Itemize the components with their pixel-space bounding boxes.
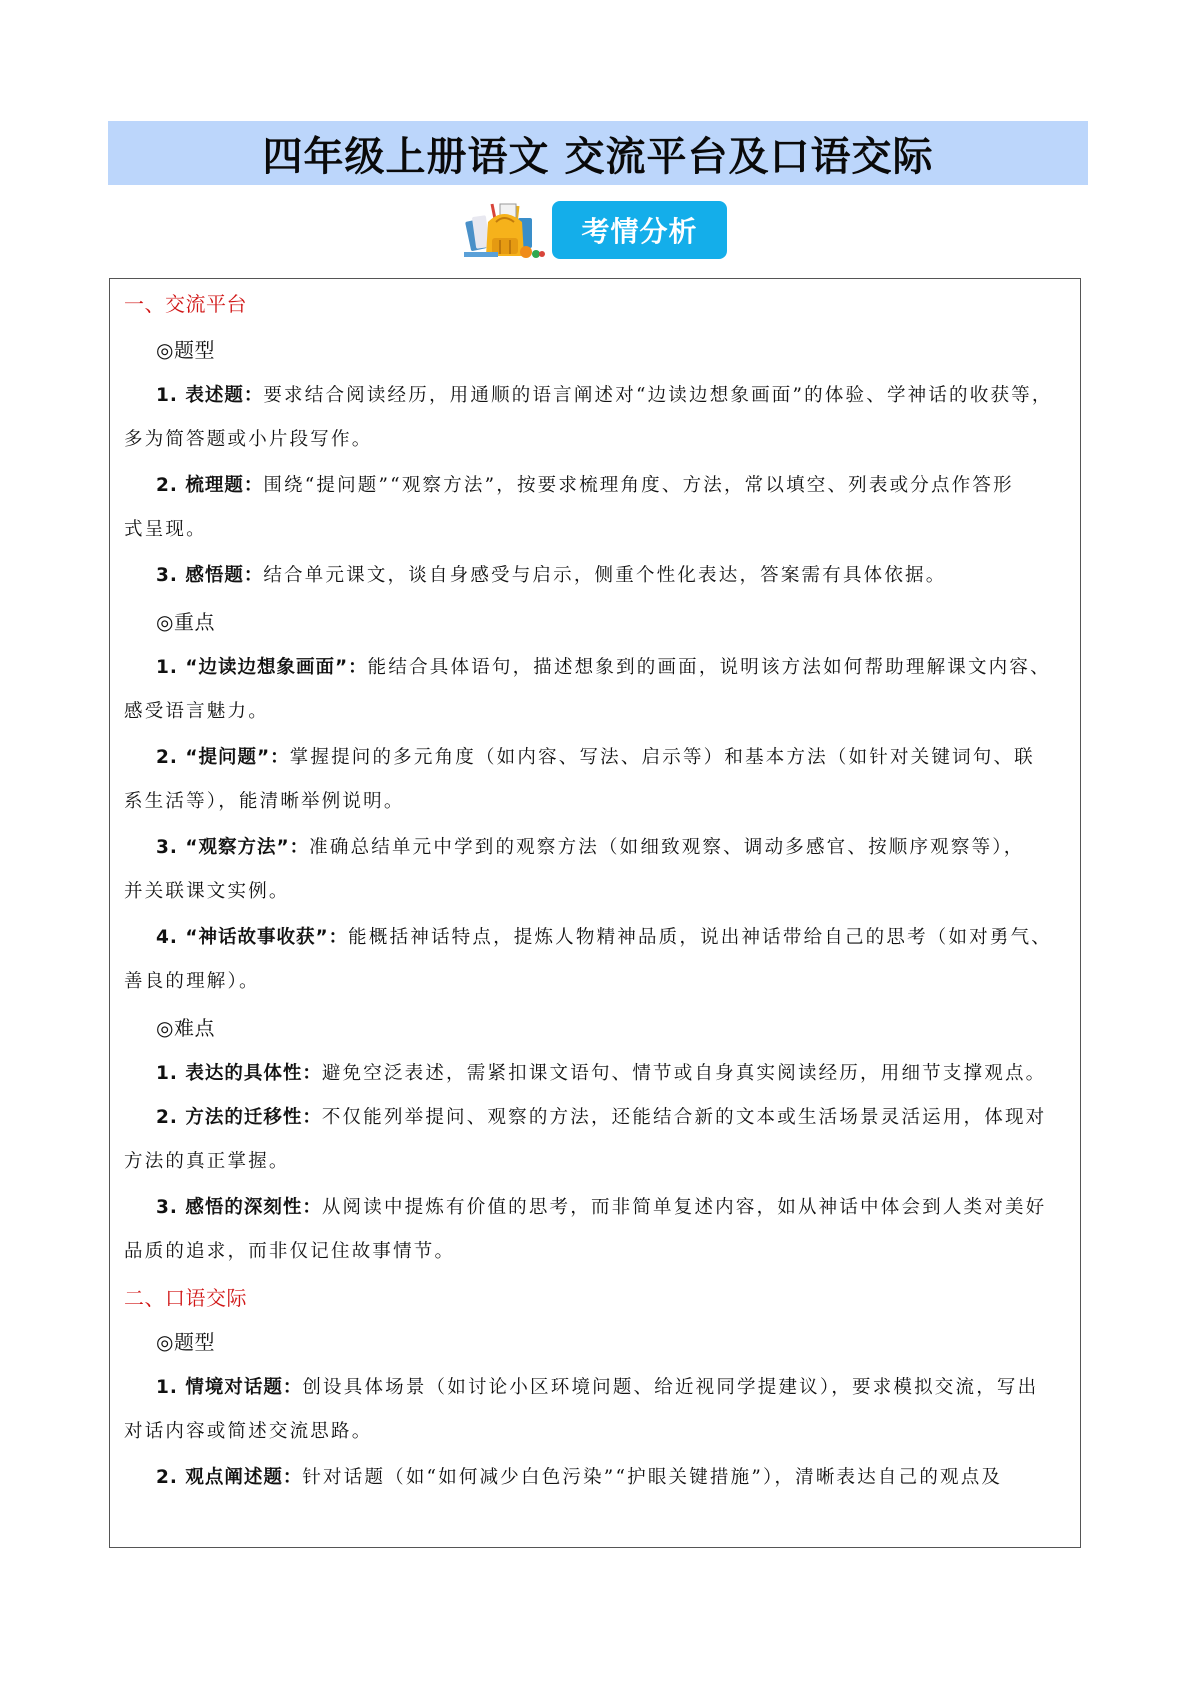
item-text: 围绕“提问题”“观察方法”，按要求梳理角度、方法，常以填空、列表或分点作答形: [263, 475, 1014, 496]
item-continuation: 品质的追求，而非仅记住故事情节。: [124, 1241, 456, 1262]
item-text: 掌握提问的多元角度（如内容、写法、启示等）和基本方法（如针对关键词句、联: [289, 747, 1035, 768]
section-heading: 二、口语交际: [124, 1286, 247, 1310]
item-continuation: 对话内容或简述交流思路。: [124, 1421, 373, 1442]
title-band: [108, 121, 1088, 185]
item-lead: 1. “边读边想象画面”：: [156, 657, 368, 678]
list-item: [156, 563, 1068, 589]
item-text: 能概括神话特点，提炼人物精神品质，说出神话带给自己的思考（如对勇气、: [348, 927, 1052, 948]
item-text: 从阅读中提炼有价值的思考，而非简单复述内容，如从神话中体会到人类对美好: [321, 1197, 1047, 1218]
list-item: [156, 383, 1068, 409]
item-lead: 1. 情境对话题：: [156, 1377, 303, 1398]
list-item: [156, 1061, 1068, 1087]
section-heading: 一、交流平台: [124, 292, 247, 316]
item-lead: 3. 感悟题：: [156, 565, 264, 586]
page-title: 四年级上册语文 交流平台及口语交际: [262, 133, 934, 180]
item-lead: 1. 表述题：: [156, 385, 264, 406]
item-text: 结合单元课文，谈自身感受与启示，侧重个性化表达，答案需有具体依据。: [263, 565, 947, 586]
list-item: [156, 655, 1068, 681]
item-continuation: 多为简答题或小片段写作。: [124, 429, 373, 450]
list-item: [156, 925, 1068, 951]
item-continuation: 方法的真正掌握。: [124, 1151, 290, 1172]
badge-label: 考情分析: [581, 215, 698, 248]
item-continuation: 善良的理解）。: [124, 971, 260, 992]
list-item: [156, 745, 1068, 771]
list-item: [156, 473, 1068, 499]
item-continuation: 式呈现。: [124, 519, 207, 540]
item-text: 避免空泛表述，需紧扣课文语句、情节或自身真实阅读经历，用细节支撑观点。: [321, 1063, 1047, 1084]
subheading: ◎重点: [156, 610, 215, 634]
item-text: 要求结合阅读经历，用通顺的语言阐述对“边读边想象画面”的体验、学神话的收获等，: [263, 385, 1053, 406]
item-continuation: 并关联课文实例。: [124, 881, 290, 902]
list-item: [156, 1465, 1068, 1491]
item-lead: 2. 观点阐述题：: [156, 1467, 303, 1488]
list-item: [156, 1195, 1068, 1221]
item-lead: 2. 方法的迁移性：: [156, 1107, 322, 1128]
item-continuation: 系生活等），能清晰举例说明。: [124, 791, 405, 812]
section-badge-row: [462, 200, 727, 260]
exam-analysis-badge: [552, 201, 727, 259]
item-lead: 4. “神话故事收获”：: [156, 927, 349, 948]
item-lead: 1. 表达的具体性：: [156, 1063, 322, 1084]
item-lead: 3. “观察方法”：: [156, 837, 310, 858]
list-item: [156, 1105, 1068, 1131]
subheading: ◎题型: [156, 338, 215, 362]
item-text: 不仅能列举提问、观察的方法，还能结合新的文本或生活场景灵活运用，体现对: [321, 1107, 1047, 1128]
item-lead: 2. 梳理题：: [156, 475, 264, 496]
subheading: ◎难点: [156, 1016, 215, 1040]
list-item: [156, 1375, 1068, 1401]
list-item: [156, 835, 1068, 861]
item-lead: 2. “提问题”：: [156, 747, 290, 768]
subheading: ◎题型: [156, 1330, 215, 1354]
item-text: 准确总结单元中学到的观察方法（如细致观察、调动多感官、按顺序观察等），: [309, 837, 1025, 858]
content-box: [109, 278, 1081, 1548]
item-lead: 3. 感悟的深刻性：: [156, 1197, 322, 1218]
item-text: 能结合具体语句，描述想象到的画面，说明该方法如何帮助理解课文内容、: [367, 657, 1051, 678]
item-text: 创设具体场景（如讨论小区环境问题、给近视同学提建议），要求模拟交流，写出: [302, 1377, 1039, 1398]
item-text: 针对话题（如“如何减少白色污染”“护眼关键措施”），清晰表达自己的观点及: [302, 1467, 1003, 1488]
backpack-icon: [462, 200, 546, 260]
item-continuation: 感受语言魅力。: [124, 701, 269, 722]
